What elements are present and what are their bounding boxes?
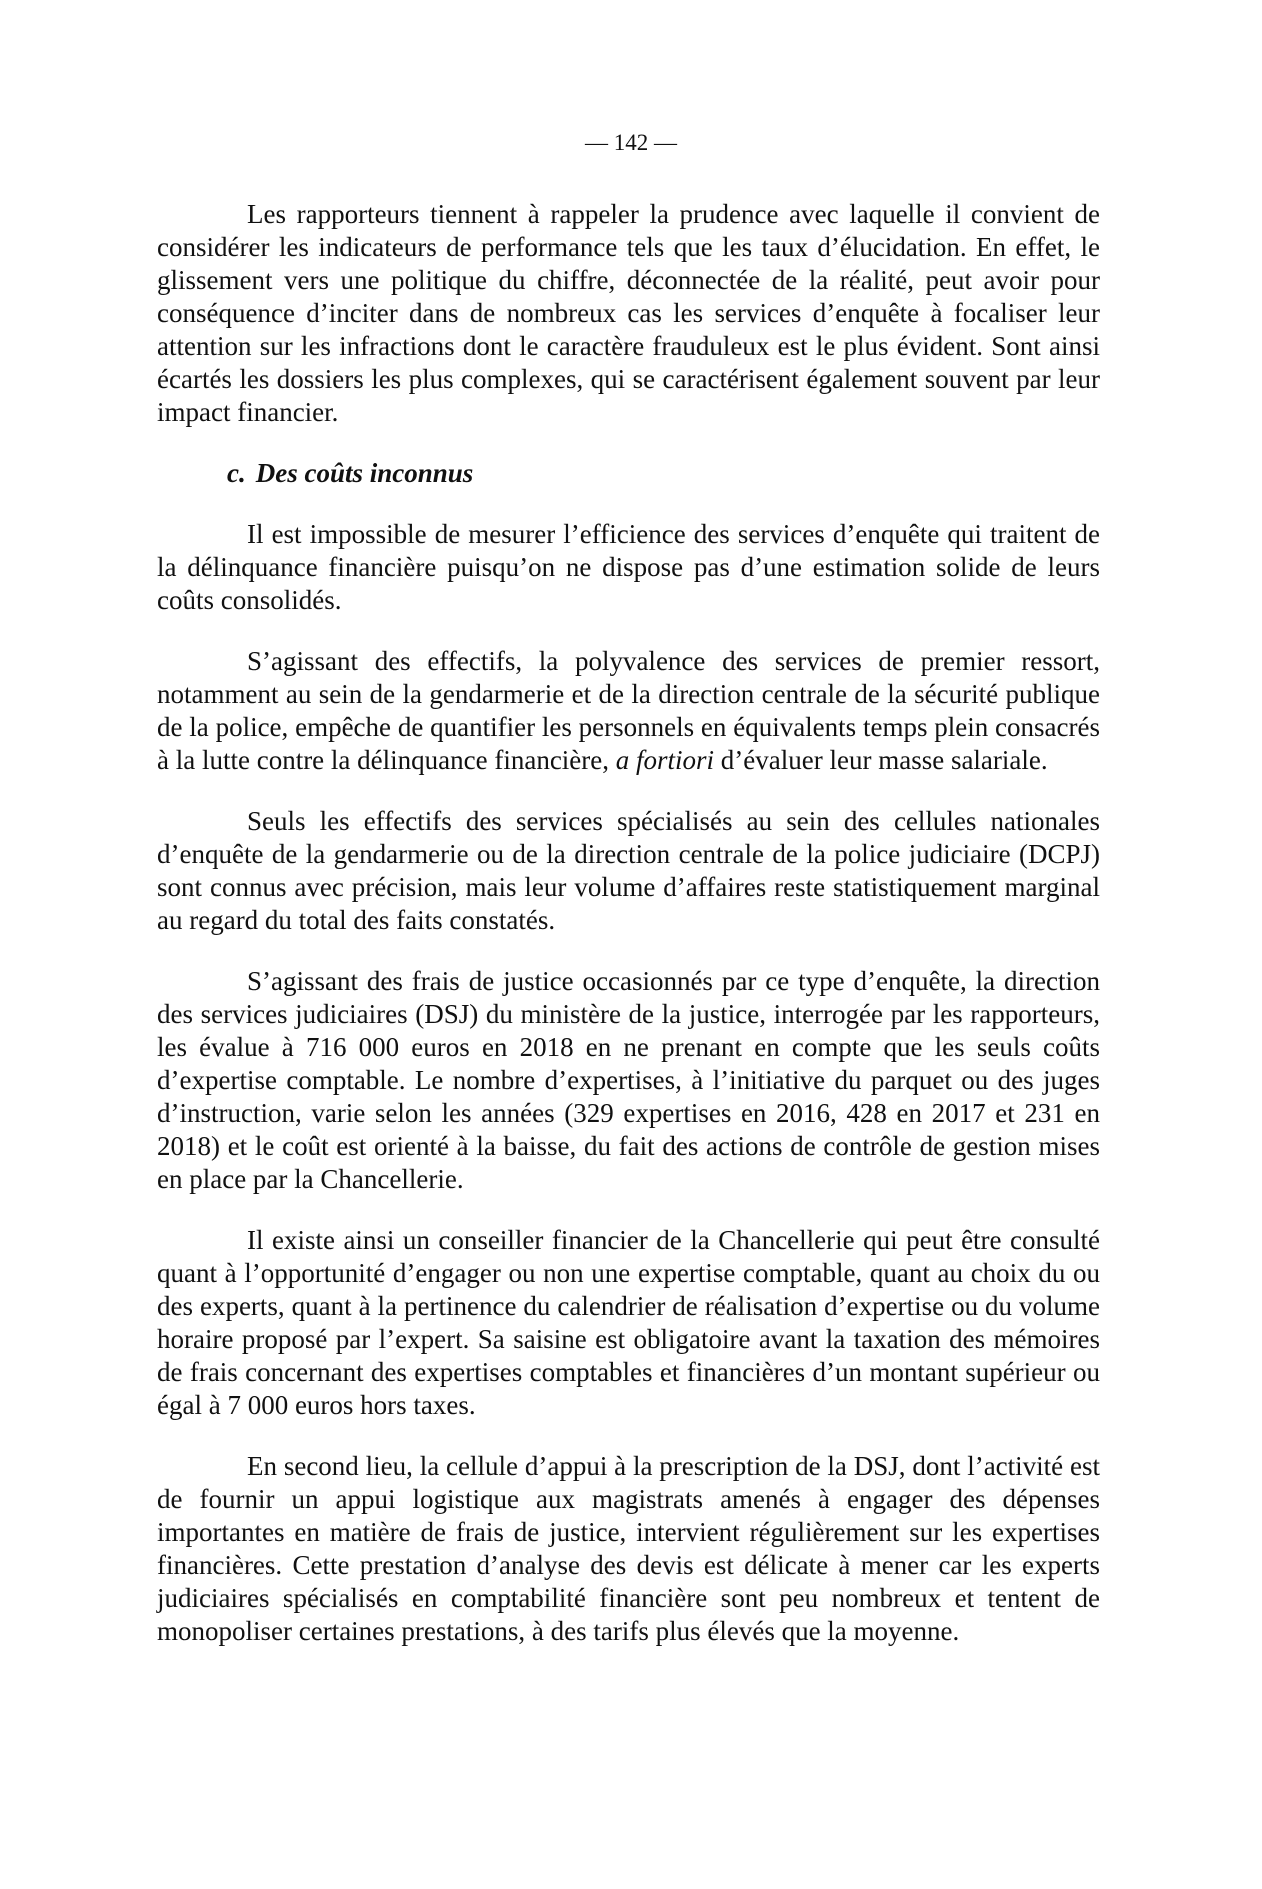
paragraph-staff-text-before: S’agissant des effectifs, la polyvalence des services de premier ressort, notamment au sein de la gendarmerie et de la direction centrale de la sécurité publique de la police, empêche de quantifier les personnels en équivalents temps plein consacrés à la lutte contre la délinquance financière, [157, 646, 1100, 775]
paragraph-staff [157, 645, 1100, 777]
page-number: — 142 — [585, 130, 677, 155]
paragraph-justice-costs: S’agissant des frais de justice occasionnés par ce type d’enquête, la direction des services judiciaires (DSJ) du ministère de la justice, interrogée par les rapporteurs, les évalue à 716 000 euros en 2018 en ne prenant en compte que les seuls coûts d’expertise comptable. Le nombre d’expertises, à l’initiative du parquet ou des juges d’instruction, varie selon les années (329 expertises en 2016, 428 en 2017 et 231 en 2018) et le coût est orienté à la baisse, du fait des actions de contrôle de gestion mises en place par la Chancellerie. [157, 966, 1100, 1194]
section-heading [157, 457, 1100, 490]
paragraph-financial-advisor: Il existe ainsi un conseiller financier de la Chancellerie qui peut être consulté quant à l’opportunité d’engager ou non une expertise comptable, quant au choix du ou des experts, quant à la pertinence du calendrier de réalisation d’expertise ou du volume horaire proposé par l’expert. Sa saisine est obligatoire avant la taxation des mémoires de frais concernant des expertises comptables et financières d’un montant supérieur ou égal à 7 000 euros hors taxes. [157, 1225, 1100, 1420]
paragraph-performance-indicators: Les rapporteurs tiennent à rappeler la prudence avec laquelle il convient de considérer les indicateurs de performance tels que les taux d’élucidation. En effet, le glissement vers une politique du chiffre, déconnectée de la réalité, peut avoir pour conséquence d’inciter dans de nombreux cas les services d’enquête à focaliser leur attention sur les infractions dont le caractère frauduleux est le plus évident. Sont ainsi écartés les dossiers les plus complexes, qui se caractérisent également souvent par leur impact financier. [157, 199, 1100, 427]
paragraph-specialized-services: Seuls les effectifs des services spécialisés au sein des cellules nationales d’enquête de la gendarmerie ou de la direction centrale de la police judiciaire (DCPJ) sont connus avec précision, mais leur volume d’affaires reste statistiquement marginal au regard du total des faits constatés. [157, 806, 1100, 935]
paragraph-support-unit: En second lieu, la cellule d’appui à la prescription de la DSJ, dont l’activité est de fournir un appui logistique aux magistrats amenés à engager des dépenses importantes en matière de frais de justice, intervient régulièrement sur les expertises financières. Cette prestation d’analyse des devis est délicate à mener car les experts judiciaires spécialisés en comptabilité financière sont peu nombreux et tentent de monopoliser certaines prestations, à des tarifs plus élevés que la moyenne. [157, 1451, 1100, 1646]
paragraph-efficiency: Il est impossible de mesurer l’efficience des services d’enquête qui traitent de la délinquance financière puisqu’on ne dispose pas d’une estimation solide de leurs coûts consolidés. [157, 519, 1100, 615]
section-heading-title: Des coûts inconnus [255, 458, 474, 488]
page-body [157, 198, 1100, 1676]
section-heading-marker: c. [227, 458, 246, 488]
paragraph-staff-text-after: d’évaluer leur masse salariale. [714, 745, 1048, 775]
paragraph-staff-italic: a fortiori [615, 745, 715, 775]
